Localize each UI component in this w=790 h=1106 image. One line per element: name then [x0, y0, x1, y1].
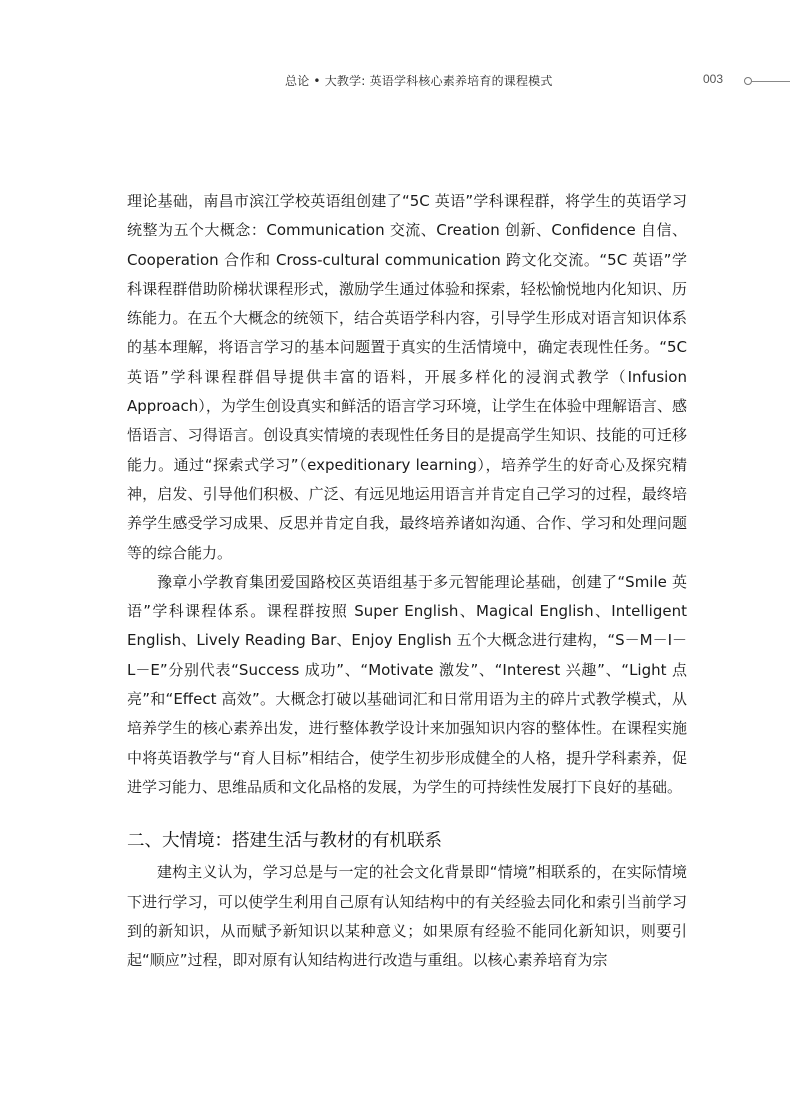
page-body: [127, 187, 687, 975]
section-heading: 二、大情境：搭建生活与教材的有机联系: [127, 831, 442, 852]
body-paragraph-2: 豫章小学教育集团爱国路校区英语组基于多元智能理论基础，创建了“Smile 英语”学科课程体系。课程群按照 Super English、Magical English、Intelligent English、Lively Reading Bar、Enjoy English 五个大概念进行建构，“S－M－I－L－E”分别代表“Success 成功”、“Motivate 激发”、“Interest 兴趣”、“Light 点亮”和“Effect 高效”。大概念打破以基础词汇和日常用语为主的碎片式教学模式，从培养学生的核心素养出发，进行整体教学设计来加强知识内容的整体性。在课程实施中将英语教学与“育人目标”相结合，使学生初步形成健全的人格，提升学科素养，促进学习能力、思维品质和文化品格的发展，为学生的可持续性发展打下良好的基础。: [127, 572, 687, 796]
page-number: 003: [703, 72, 724, 86]
ornament-line: [752, 81, 790, 82]
header-title: 总论 • 大教学: 英语学科核心素养培育的课程模式: [285, 74, 553, 88]
running-header: [0, 70, 790, 90]
body-paragraph-3: 建构主义认为，学习总是与一定的社会文化背景即“情境”相联系的，在实际情境下进行学习，可以使学生利用自己原有认知结构中的有关经验去同化和索引当前学习到的新知识，从而赋予新知识以某种意义；如果原有经验不能同化新知识，则要引起“顺应”过程，即对原有认知结构进行改造与重组。以核心素养培育为宗: [127, 863, 687, 970]
header-ornament-icon: [744, 77, 790, 85]
body-paragraph-1: 理论基础，南昌市滨江学校英语组创建了“5C 英语”学科课程群，将学生的英语学习统整为五个大概念：Communication 交流、Creation 创新、Confidence 自信、Cooperation 合作和 Cross-cultural communication 跨文化交流。“5C 英语”学科课程群借助阶梯状课程形式，激励学生通过体验和探索，轻松愉悦地内化知识、历练能力。在五个大概念的统领下，结合英语学科内容，引导学生形成对语言知识体系的基本理解，将语言学习的基本问题置于真实的生活情境中，确定表现性任务。“5C 英语”学科课程群倡导提供丰富的语料，开展多样化的浸润式教学（Infusion Approach），为学生创设真实和鲜活的语言学习环境，让学生在体验中理解语言、感悟语言、习得语言。创设真实情境的表现性任务目的是提高学生知识、技能的可迁移能力。通过“探索式学习”（expeditionary learning），培养学生的好奇心及探究精神，启发、引导他们积极、广泛、有远见地运用语言并肯定自己学习的过程，最终培养学生感受学习成果、反思并肯定自我，最终培养诸如沟通、合作、学习和处理问题等的综合能力。: [127, 192, 687, 562]
ornament-circle-icon: [744, 77, 752, 85]
